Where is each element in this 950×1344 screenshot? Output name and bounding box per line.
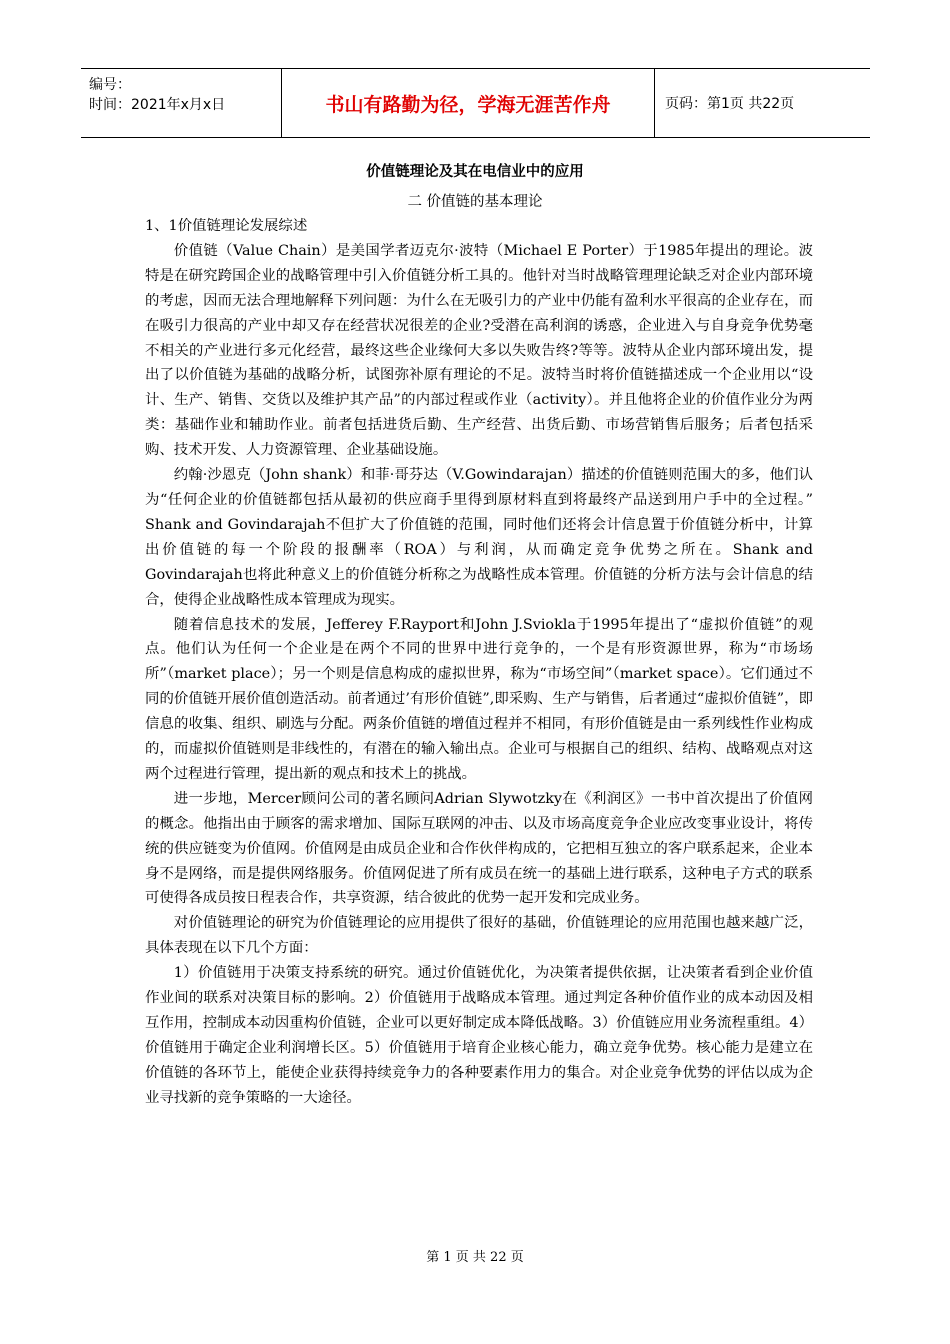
header-motto: 书山有路勤为径，学海无涯苦作舟 — [325, 93, 611, 116]
document-title: 价值链理论及其在电信业中的应用 — [366, 164, 584, 180]
paragraph: 1）价值链用于决策支持系统的研究。通过价值链优化，为决策者提供依据，让决策者看到企业价值作业间的联系对决策目标的影响。2）价值链用于战略成本管理。通过判定各种价值作业的成本动因及相互作用，控制成本动因重构价值链，企业可以更好制定成本降低战略。3）价值链应用业务流程重组。4）价值链用于确定企业利润增长区。5）价值链用于培育企业核心能力，确立竞争优势。核心能力是建立在价值链的各环节上，能使企业获得持续竞争力的各种要素作用力的集合。对企业竞争优势的评估以成为企业寻找新的竞争策略的一大途径。 — [145, 965, 813, 1106]
header-info — [89, 75, 225, 115]
paragraph: 约翰·沙恩克（John shank）和菲·哥芬达（V.Gowindarajan）描述的价值链则范围大的多，他们认为“任何企业的价值链都包括从最初的供应商手里得到原材料直到将最终产品送到用户手中的全过程。” Shank and Govindarajah不但扩大了价值链的范围，同时他们还将会计信息置于价值链分析中，计算出价值链的每一个阶段的报酬率（ROA）与利润，从而确定竞争优势之所在。Shank and Govindarajah也将此种意义上的价值链分析称之为战略性成本管理。价值链的分析方法与会计信息的结合，使得企业战略性成本管理成为现实。 — [145, 467, 813, 608]
header-table — [81, 68, 870, 138]
serial-label: 编号： — [89, 77, 131, 93]
header-divider — [654, 69, 655, 137]
paragraph: 进一步地，Mercer顾问公司的著名顾问Adrian Slywotzky在《利润区》一书中首次提出了价值网的概念。他指出由于顾客的需求增加、国际互联网的冲击、以及市场高度竞争企业应改变事业设计，将传统的供应链变为价值网。价值网是由成员企业和合作伙伴构成的，它把相互独立的客户联系起来，企业本身不是网络，而是提供网络服务。价值网促进了所有成员在统一的基础上进行联系，这种电子方式的联系可使得各成员按日程表合作，共享资源，结合彼此的优势一起开发和完成业务。 — [145, 790, 813, 907]
paragraph: 随着信息技术的发展，Jefferey F.Rayport和John J.Sviokla于1995年提出了“虚拟价值链”的观点。他们认为任何一个企业是在两个不同的世界中进行竞争的，一个是有形资源世界，称为“市场场所”（market place）；另一个则是信息构成的虚拟世界，称为“市场空间”（market space）。它们通过不同的价值链开展价值创造活动。前者通过’有形价值链”,即采购、生产与销售，后者通过“虚拟价值链”，即信息的收集、组织、刷选与分配。两条价值链的增值过程并不相同，有形价值链是由一系列线性作业构成的，而虚拟价值链则是非线性的，有潜在的输入输出点。企业可与根据自己的组织、结构、战略观点对这两个过程进行管理，提出新的观点和技术上的挑战。 — [145, 616, 813, 782]
header-page-info: 页码：第1页 共22页 — [665, 96, 795, 112]
document-body — [145, 214, 813, 1111]
paragraph: 价值链（Value Chain）是美国学者迈克尔·波特（Michael E Porter）于1985年提出的理论。波特是在研究跨国企业的战略管理中引入价值链分析工具的。他针对当时战略管理理论缺乏对企业内部环境的考虑，因而无法合理地解释下列问题：为什么在无吸引力的产业中仍能有盈利水平很高的企业存在，而在吸引力很高的产业中却又存在经营状况很差的企业?受潜在高利润的诱惑，企业进入与自身竞争优势毫不相关的产业进行多元化经营，最终这些企业缘何大多以失败告终?等等。波特从企业内部环境出发，提出了以价值链为基础的战略分析，试图弥补原有理论的不足。波特当时将价值链描述成一个企业用以“设计、生产、销售、交货以及维护其产品”的内部过程或作业（activity）。并且他将企业的价值作业分为两类：基础作业和辅助作业。前者包括进货后勤、生产经营、出货后勤、市场营销售后服务；后者包括采购、技术开发、人力资源管理、企业基础设施。 — [145, 242, 813, 459]
paragraph: 对价值链理论的研究为价值链理论的应用提供了很好的基础，价值链理论的应用范围也越来越广泛，具体表现在以下几个方面： — [145, 915, 813, 957]
page-footer: 第 1 页 共 22 页 — [426, 1250, 524, 1265]
document-subtitle: 二 价值链的基本理论 — [407, 194, 543, 210]
section-heading: 1、1价值链理论发展综述 — [145, 218, 308, 234]
date-text: 时间：2021年x月x日 — [89, 97, 226, 113]
